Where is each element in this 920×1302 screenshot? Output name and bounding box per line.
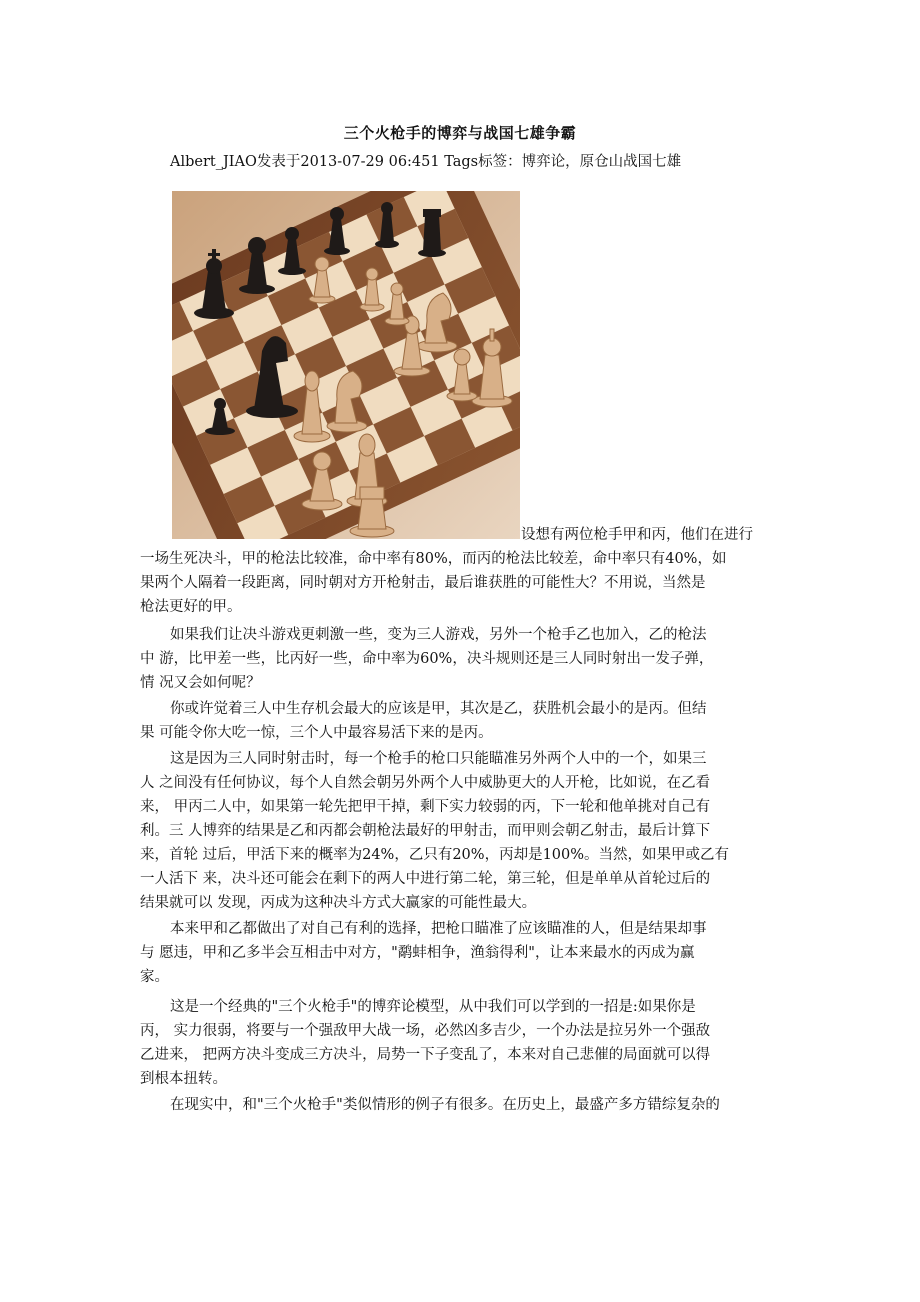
- paragraph-line: 本来甲和乙都做出了对自己有利的选择，把枪口瞄准了应该瞄准的人，但是结果却事: [170, 921, 707, 937]
- paragraph-line: 你或许觉着三人中生存机会最大的应该是甲，其次是乙，获胜机会最小的是丙。但结: [170, 701, 707, 717]
- paragraph-line: 与 愿违，甲和乙多半会互相击中对方，"鹬蚌相争，渔翁得利"，让本来最水的丙成为赢: [140, 945, 695, 961]
- paragraph-line: 中 游，比甲差一些，比丙好一些，命中率为60%，决斗规则还是三人同时射出一发子弹，: [140, 651, 714, 667]
- paragraph-line: 一人活下 来，决斗还可能会在剩下的两人中进行第二轮，第三轮，但是单单从首轮过后的: [140, 871, 711, 887]
- paragraph-line: 家。: [140, 969, 169, 985]
- paragraph-line: 如果我们让决斗游戏更刺激一些，变为三人游戏，另外一个枪手乙也加入，乙的枪法: [170, 627, 707, 643]
- paragraph-line: 来，首轮 过后，甲活下来的概率为24%，乙只有20%，丙却是100%。当然，如果甲或乙有: [140, 847, 730, 863]
- paragraph-line: 设想有两位枪手甲和丙，他们在进行: [521, 527, 753, 543]
- paragraph-line: 情 况又会如何呢？: [140, 675, 261, 691]
- paragraph-line: 果 可能令你大吃一惊，三个人中最容易活下来的是丙。: [140, 725, 493, 741]
- article-title: 三个火枪手的博弈与战国七雄争霸: [343, 124, 577, 142]
- paragraph-line: 在现实中，和"三个火枪手"类似情形的例子有很多。在历史上，最盛产多方错综复杂的: [170, 1097, 720, 1113]
- paragraph-line: 到根本扭转。: [140, 1071, 227, 1087]
- paragraph-line: 人 之间没有任何协议，每个人自然会朝另外两个人中威胁更大的人开枪，比如说，在乙看: [140, 775, 711, 791]
- paragraph-line: 来， 甲丙二人中，如果第一轮先把甲干掉，剩下实力较弱的丙，下一轮和他单挑对自己有: [140, 799, 711, 815]
- paragraph-line: 一场生死决斗，甲的枪法比较准，命中率有80%，而丙的枪法比较差，命中率只有40%，如: [140, 551, 727, 567]
- paragraph-line: 枪法更好的甲。: [140, 599, 242, 615]
- paragraph-line: 结果就可以 发现，丙成为这种决斗方式大赢家的可能性最大。: [140, 895, 537, 911]
- paragraph-line: 这是一个经典的"三个火枪手"的博弈论模型，从中我们可以学到的一招是:如果你是: [170, 999, 696, 1015]
- paragraph-line: 利。三 人博弈的结果是乙和丙都会朝枪法最好的甲射击，而甲则会朝乙射击，最后计算下: [140, 823, 711, 839]
- paragraph-line: 这是因为三人同时射击时，每一个枪手的枪口只能瞄准另外两个人中的一个，如果三: [170, 751, 707, 767]
- paragraph-line: 乙进来， 把两方决斗变成三方决斗，局势一下子变乱了，本来对自己悲催的局面就可以得: [140, 1047, 711, 1063]
- paragraph-line: 果两个人隔着一段距离，同时朝对方开枪射击，最后谁获胜的可能性大？不用说，当然是: [140, 575, 706, 591]
- article-meta: Albert_JIAO发表于2013-07-29 06:451 Tags标签：博弈论，原仓山战国七雄: [170, 154, 682, 170]
- paragraph-line: 丙， 实力很弱，将要与一个强敌甲大战一场，必然凶多吉少，一个办法是拉另外一个强敌: [140, 1023, 711, 1039]
- chess-board-image: [172, 191, 520, 539]
